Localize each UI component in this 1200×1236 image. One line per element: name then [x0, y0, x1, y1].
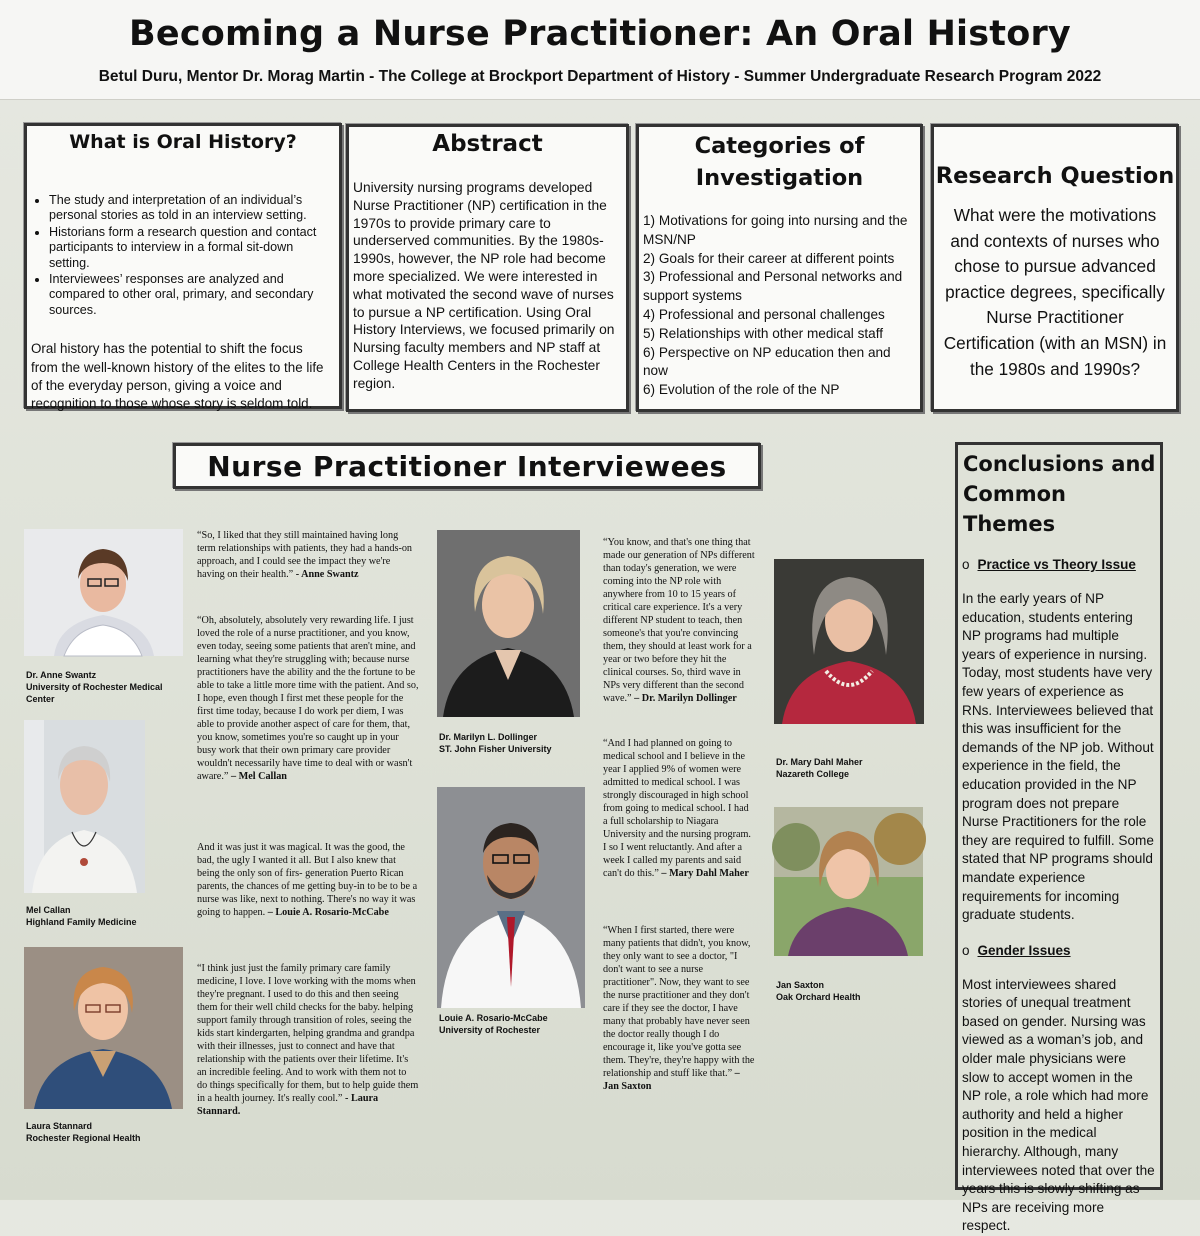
interviewee-affiliation: Oak Orchard Health [776, 992, 861, 1002]
section-heading-gender-issues [962, 943, 1160, 958]
list-item: 5) Relationships with other medical staff [643, 325, 884, 341]
section-text-gender-issues: Most interviewees shared stories of unequal treatment based on gender. Nursing was viewed as a woman’s job, and older male physicians were slow to accept women in the NP role, a role which had more authority and held a higher position in the medical hierarchy. Although, many interviewees noted that over the years this is slowly shifting as NPs are receiving more respect. [962, 976, 1155, 1234]
interviewee-affiliation: Highland Family Medicine [26, 917, 137, 927]
caption-louie-rosario-mccabe [439, 1012, 609, 1036]
caption-laura-stannard [26, 1120, 186, 1144]
abstract-heading: Abstract [432, 131, 543, 157]
section-title: Practice vs Theory Issue [977, 557, 1136, 572]
interviewee-affiliation: Rochester Regional Health [26, 1133, 141, 1143]
conclusions-heading: Conclusions and Common Themes [963, 452, 1156, 536]
list-item: 1) Motivations for going into nursing and the MSN/NP [643, 213, 908, 247]
list-item: 4) Professional and personal challenges [643, 306, 885, 322]
quote-text: And it was just it was magical. It was the good, the bad, the ugly I wanted it all. But I also knew that being the only son of firs- generation Puerto Rican parents, the chances of me getting buy-in to be to be a nurse was like, next to nothing. There's no way it was going to happen. [197, 842, 418, 918]
interviewee-affiliation: ST. John Fisher University [439, 744, 552, 754]
section-text-practice-vs-theory: In the early years of NP education, students entering NP programs had multiple years of experience in nursing. Today, most students have very few years of experience as RNs. Interviewees believed that this was insufficient for the demands of the NP job. Without experience in the field, the education provided in the NP program does not prepare Nurse Practitioners for the role they are required to fulfill. Some stated that NP programs should mandate experience requirements for incoming graduate students. [962, 591, 1154, 923]
list-item: 3) Professional and Personal networks and support systems [643, 269, 903, 304]
quote-text: “You know, and that's one thing that made our generation of NPs different than today's generation, we were coming into the NP role with anywhere from 10 to 15 years of critical care experience. It's a very different NP student to teach, then someone's that you're convincing them, they should at least work for a year or two before they hit the clinical courses. So, third wave in NPs very different than the second wave.” [603, 537, 755, 704]
interviewee-name: Dr. Mary Dahl Maher [776, 757, 863, 767]
interviewee-name: Dr. Marilyn L. Dollinger [439, 732, 538, 742]
oral-history-paragraph: Oral history has the potential to shift the focus from the well-known history of the elites to the life of the everyday person, giving a voice and recognition to those whose story is seldom told. [31, 341, 324, 412]
section-title: Gender Issues [977, 942, 1071, 958]
poster-header [0, 0, 1200, 100]
portrait-laura-stannard [24, 947, 183, 1109]
interviewee-affiliation: Nazareth College [776, 769, 850, 779]
portrait-jan-saxton [774, 807, 923, 956]
abstract-text: University nursing programs developed Nurse Practitioner (NP) certification in the 1970s to provide primary care to underserved communities. By the 1980s-1990s, however, the NP role had become more specialized. We were interested in what motivated the second wave of nurses to pursue a NP certification. Using Oral History Interviews, we focused primarily on Nursing faculty members and NP staff at College Health Centers in the Rochester region. [353, 180, 615, 391]
categories-heading: Categories of Investigation [694, 133, 865, 191]
abstract-panel [346, 124, 629, 412]
caption-mel-callan [26, 904, 186, 928]
categories-panel [636, 124, 923, 412]
bullet-symbol: o [962, 557, 970, 572]
portrait-louie-rosario-mccabe [437, 787, 585, 1008]
interviewee-name: Laura Stannard [26, 1121, 93, 1131]
bullet-symbol: o [962, 942, 970, 958]
quote-marilyn-dollinger [603, 536, 755, 705]
portrait-mary-dahl-maher [774, 559, 924, 724]
quote-mel-callan [197, 614, 419, 783]
interviewees-heading: Nurse Practitioner Interviewees [207, 450, 727, 483]
quote-anne-swantz [197, 529, 419, 581]
caption-jan-saxton [776, 979, 946, 1003]
portrait-anne-swantz [24, 529, 183, 656]
research-question-panel [931, 124, 1179, 412]
interviewee-affiliation: University of Rochester Medical Center [26, 682, 163, 704]
caption-marilyn-dollinger [439, 731, 609, 755]
quote-attribution: – Dr. Marilyn Dollinger [634, 693, 737, 704]
interviewee-name: Mel Callan [26, 905, 71, 915]
quote-attribution: – Jan Saxton [603, 1068, 740, 1092]
quote-text: “I think just just the family primary care family medicine, I love. I love working with the moms when they're pregnant. I used to do this and then seeing them for their well child checks for the baby. helping support family through transition of roles, seeing the kids start kindergarten, helping grandma and grandpa with their illnesses, just to connect and have that relationship with the patients over their lifetime. It's an incredible feeling. And to work with them not to do things specifically for them, but to help guide them in a health journey. It's really cool.” [197, 963, 419, 1104]
portrait-marilyn-dollinger [437, 530, 580, 717]
oral-history-heading: What is Oral History? [69, 131, 297, 153]
poster-subtitle: Betul Duru, Mentor Dr. Morag Martin - The College at Brockport Department of History - Summer Undergraduate Research Program 2022 [98, 68, 1102, 85]
quote-text: “And I had planned on going to medical school and I believe in the year I applied 9% of women were admitted to medical school. I was strongly discouraged in high school from going to medical school. I had a full scholarship to Niagara University and the nursing program. I so I went reluctantly. And after a week I called my parents and said can't do this.” [603, 738, 751, 879]
quote-laura-stannard [197, 962, 419, 1118]
quote-attribution: - Anne Swantz [295, 569, 359, 580]
interviewee-affiliation: University of Rochester [439, 1025, 541, 1035]
list-item: 2) Goals for their career at different points [643, 250, 895, 266]
list-item: • The study and interpretation of an individual’s personal stories as told in an interview setting. [49, 193, 329, 224]
list-item: • Historians form a research question and contact participants to interview in a formal sit-down setting. [49, 225, 329, 271]
quote-jan-saxton [603, 924, 755, 1093]
research-question-heading: Research Question [935, 163, 1175, 189]
conclusions-panel [955, 442, 1163, 1234]
section-heading-practice-vs-theory [962, 557, 1160, 572]
poster-title: Becoming a Nurse Practitioner: An Oral History [129, 14, 1071, 54]
categories-list [643, 212, 914, 400]
interviewee-name: Louie A. Rosario-McCabe [439, 1013, 548, 1023]
quote-mary-dahl-maher [603, 737, 755, 880]
quote-louie-rosario-mccabe [197, 841, 419, 919]
quote-attribution: – Mel Callan [230, 771, 287, 782]
interviewees-heading-box [173, 443, 761, 489]
interviewee-name: Jan Saxton [776, 980, 825, 990]
portrait-mel-callan [24, 720, 145, 893]
list-item: • Interviewees’ responses are analyzed and compared to other oral, primary, and secondary sources. [49, 272, 329, 318]
list-item: 6) Perspective on NP education then and now [643, 344, 891, 379]
quote-text: “When I first started, there were many patients that didn't, you know, they only want to see a doctor, "I don't want to see a nurse practitioner". Now, they want to see the nurse practitioner and they don't care if they see the doctor, I have many that probably have never seen the doctor really though I do encourage it, like you've gotta see them. They're, they're happy with the relationship and stuff like that.” [603, 925, 755, 1079]
quote-text: “So, I liked that they still maintained having long term relationships with patients, they had a hands-on approach, and I could see the impact they we're having on their health.” [197, 530, 413, 580]
quote-text: “Oh, absolutely, absolutely very rewarding life. I just loved the role of a nurse practitioner, and you know, even today, seeing some patients that aren't mine, and learning what they're struggling with; because nurse practitioners have the ability and the the fortune to be able to take a little more time with the patient. And so, I hope, even though I first met these people for the first time today, because I do work per diem, I was able to provide another aspect of care for them, that, you know, sometimes you're so caught up in your busy work that their own primary care provider wouldn't necessarily have time to deal with or wasn't aware.” [197, 615, 419, 782]
interviewee-name: Dr. Anne Swantz [26, 670, 97, 680]
list-item: 6) Evolution of the role of the NP [643, 382, 840, 398]
oral-history-panel [24, 123, 342, 412]
quote-attribution: – Louie A. Rosario-McCabe [267, 907, 389, 918]
caption-anne-swantz [26, 669, 186, 705]
research-question-text: What were the motivations and contexts of nurses who chose to pursue advanced practice degrees, specifically Nurse Practitioner Certification (with an MSN) in the 1980s and 1990s? [943, 205, 1167, 379]
caption-mary-dahl-maher [776, 756, 946, 780]
quote-attribution: – Mary Dahl Maher [661, 868, 749, 879]
quote-attribution: - Laura Stannard. [197, 1093, 379, 1117]
oral-history-bullets [49, 193, 329, 318]
